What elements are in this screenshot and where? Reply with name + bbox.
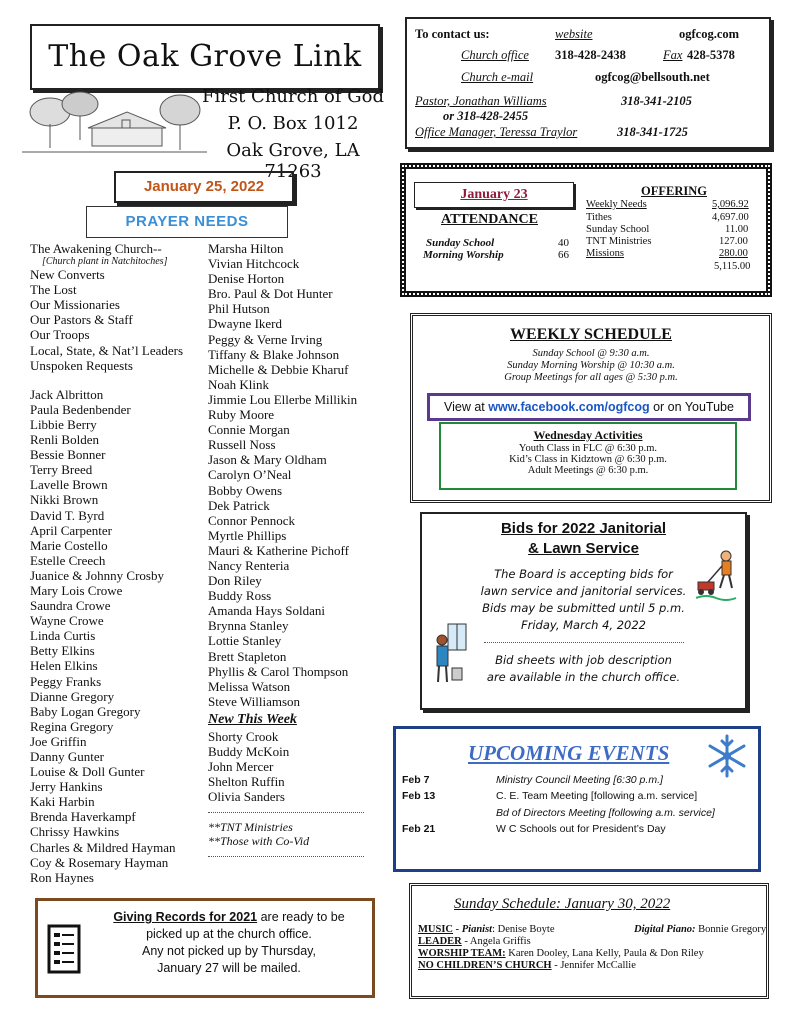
offering-value: 11.00 [725,224,749,235]
prayer-name: Saundra Crowe [30,598,111,614]
schedule-line: Group Meetings for all ages @ 5:30 p.m. [504,372,678,383]
offering-label: Sunday School [586,224,650,235]
event-desc: W C Schools out for President’s Day [496,823,666,835]
wednesday-title: Wednesday Activities [533,428,643,442]
divider [208,856,364,858]
issue-date-box [114,171,294,203]
worship-team-names: Karen Dooley, Lana Kelly, Paula & Don Riley [505,948,704,959]
schedule-line: Sunday School @ 9:30 a.m. [532,348,650,359]
bids-line: The Board is accepting bids for [494,567,673,581]
offering-value: 5,096.92 [712,199,749,210]
wednesday-item: Kid’s Class in Kidztown @ 6:30 p.m. [509,454,667,465]
children-note: - Jennifer McCallie [551,960,636,971]
event-date: Feb 7 [402,774,430,786]
giving-line3: Any not picked up by Thursday, [142,944,316,958]
manager-phone: 318-341-1725 [617,125,688,139]
issue-date: January 25, 2022 [143,178,265,195]
prayer-name-list-2 [208,241,364,709]
prayer-name: Don Riley [208,573,262,589]
sunday-schedule-box [409,883,769,999]
janitor-icon [428,622,468,686]
prayer-name: Phil Hutson [208,301,270,317]
prayer-name: Terry Breed [30,462,93,478]
prayer-name: Jason & Mary Oldham [208,452,327,468]
worship-team-line [418,948,704,959]
prayer-name: Juanice & Johnny Crosby [30,567,164,583]
giving-records-text [90,909,368,977]
prayer-name: Russell Noss [208,437,276,453]
prayer-group: Our Missionaries [30,297,120,313]
prayer-group: Unspoken Requests [30,357,133,373]
prayer-name: Melissa Watson [208,678,291,694]
bids-line: lawn service and janitorial services. [480,584,687,598]
prayer-group: The Awakening Church-- [30,241,162,256]
website-label[interactable]: website [555,27,593,41]
new-this-week-heading: New This Week [208,711,297,727]
offering-label: Missions [586,248,624,259]
digital-piano-line [634,924,766,935]
bids-footer: Bid sheets with job description [495,653,672,667]
prayer-name: Mauri & Katherine Pichoff [208,542,349,558]
bids-line: Friday, March 4, 2022 [521,618,646,632]
prayer-name: Linda Curtis [30,628,96,644]
music-label: MUSIC [418,924,454,935]
prayer-name: Kaki Harbin [30,794,95,810]
leader-line [418,936,531,947]
prayer-name: April Carpenter [30,522,112,538]
prayer-name: Olivia Sanders [208,789,285,805]
giving-line1: are ready to be [257,910,345,924]
attendance-date: January 23 [414,182,574,208]
pastor-alt-phone: or 318-428-2455 [443,109,529,123]
prayer-name: Jack Albritton [30,386,104,402]
event-date: Feb 13 [402,790,436,802]
prayer-name: Jimmie Lou Ellerbe Millikin [208,391,358,407]
prayer-needs-heading: PRAYER NEEDS [125,213,249,230]
bids-title-1: Bids for 2022 Janitorial [500,520,667,537]
prayer-group: Local, State, & Nat’l Leaders [30,342,184,358]
event-desc: Ministry Council Meeting [6:30 p.m.] [496,774,663,786]
bids-line: Bids may be submitted until 5 p.m. [482,601,685,615]
prayer-name: Dek Patrick [208,497,270,513]
office-label: Church office [461,48,529,62]
offering-label: Weekly Needs [586,199,647,210]
wednesday-box [439,422,737,490]
upcoming-events-box [393,726,761,872]
prayer-name: Buddy McKoin [208,744,290,760]
website-value[interactable]: ogfcog.com [679,27,740,41]
manager-label: Office Manager, Teressa Traylor [415,125,578,139]
church-po-box: P. O. Box 1012 [227,113,359,134]
bids-title-2: & Lawn Service [528,540,639,557]
prayer-name: Nancy Renteria [208,557,290,573]
offering-label: Tithes [586,212,612,223]
awakening-note: [Church plant in Natchitoches] [42,256,168,268]
prayer-name: John Mercer [208,759,274,775]
church-name: First Church of God [202,86,384,107]
bids-box [420,512,747,710]
pastor-label: Pastor, Jonathan Williams [415,94,547,108]
prayer-group: Our Pastors & Staff [30,312,133,328]
sunday-schedule-title: Sunday Schedule: January 30, 2022 [454,896,671,912]
note-covid: **Those with Co-Vid [208,834,310,849]
leader-name: - Angela Griffis [461,936,531,947]
giving-line4: January 27 will be mailed. [157,961,301,975]
prayer-name: Coy & Rosemary Hayman [30,854,169,870]
digital-piano-name: Bonnie Gregory [695,924,767,935]
prayer-name: Bobby Owens [208,482,283,498]
prayer-name: Dianne Gregory [30,688,115,704]
offering-value: 127.00 [719,236,748,247]
pianist-name: : Denise Boyte [492,924,555,935]
offering-value: 4,697.00 [712,212,749,223]
masthead-box [30,24,380,90]
prayer-name: Bessie Bonner [30,447,106,463]
prayer-name: Peggy Franks [30,673,102,689]
prayer-name: Connie Morgan [208,422,290,438]
prayer-name: Danny Gunter [30,749,105,764]
upcoming-events-title: UPCOMING EVENTS [468,741,670,765]
weekly-schedule-box [410,313,772,503]
email-value[interactable]: ogfcog@bellsouth.net [595,70,710,84]
prayer-name: Michelle & Debbie Kharuf [208,361,349,377]
pastor-phone: 318-341-2105 [621,94,692,108]
prayer-name: Wayne Crowe [30,613,104,629]
prayer-name: Shorty Crook [208,729,279,744]
prayer-name: Baby Logan Gregory [30,703,141,719]
fb-suffix: or on YouTube [649,400,734,414]
office-phone: 318-428-2438 [555,48,626,62]
prayer-name: Bro. Paul & Dot Hunter [208,286,333,302]
note-tnt: **TNT Ministries [208,820,293,835]
prayer-name: Marsha Hilton [208,241,284,256]
prayer-name: Peggy & Verne Irving [208,331,323,347]
prayer-name: Estelle Creech [30,552,106,568]
church-city: Oak Grove, LA 71263 [226,140,360,182]
attendance-value: 40 [558,237,569,249]
prayer-name: Renli Bolden [30,432,99,448]
prayer-name-list-1 [30,387,183,885]
giving-records-box [35,898,375,998]
prayer-name: Paula Bedenbender [30,401,131,417]
prayer-needs-heading-box [86,206,288,238]
wednesday-item: Adult Meetings @ 6:30 p.m. [527,465,649,476]
prayer-name: Amanda Hays Soldani [208,603,325,619]
prayer-name: Regina Gregory [30,718,114,734]
prayer-name: Betty Elkins [30,643,95,659]
prayer-column-1 [30,241,183,885]
offering-total: 5,115.00 [714,261,751,272]
lawn-mower-icon [696,548,740,604]
new-this-week-list [208,729,364,804]
prayer-name: Brynna Stanley [208,618,289,634]
children-line [418,960,636,971]
email-label: Church e-mail [461,70,534,84]
snowflake-icon [704,733,750,779]
prayer-name: Phyllis & Carol Thompson [208,663,349,679]
prayer-name: Dwayne Ikerd [208,316,282,332]
prayer-column-2 [208,241,364,864]
prayer-name: Denise Horton [208,271,285,287]
attendance-label: Sunday School [426,237,495,249]
prayer-name: Myrtle Phillips [208,527,287,543]
divider [484,642,684,643]
prayer-name: Charles & Mildred Hayman [30,839,176,855]
church-sketch-illustration [22,90,207,162]
prayer-name: Brett Stapleton [208,648,287,664]
prayer-name: Carolyn O’Neal [208,467,292,483]
giving-line2: picked up at the church office. [146,927,312,941]
fax-label: Fax [663,48,683,62]
prayer-name: Noah Klink [208,376,270,392]
prayer-name: Brenda Haverkampf [30,809,136,825]
weekly-schedule-title: WEEKLY SCHEDULE [510,326,672,343]
prayer-name: Buddy Ross [208,588,272,604]
prayer-name: Nikki Brown [30,492,99,508]
digital-piano-label: Digital Piano: [634,924,696,935]
attendance-label: Morning Worship [423,249,504,261]
newsletter-title: The Oak Grove Link [48,39,362,74]
prayer-name: Ruby Moore [208,407,275,423]
prayer-notes [208,820,364,848]
offering-value: 280.00 [719,248,748,259]
pianist-label: - Pianist [453,924,493,935]
prayer-name: Marie Costello [30,537,108,553]
prayer-name: Lavelle Brown [30,477,108,493]
leader-label: LEADER [418,936,462,947]
prayer-name: Chrissy Hawkins [30,824,120,840]
prayer-name: Libbie Berry [30,416,97,432]
prayer-name: Lottie Stanley [208,633,282,649]
wednesday-item: Youth Class in FLC @ 6:30 p.m. [518,443,658,454]
attendance-value: 66 [558,249,569,261]
prayer-group: New Converts [30,267,105,283]
offering-label: TNT Ministries [586,236,652,247]
divider [208,812,364,814]
fax-number: 428-5378 [687,48,735,62]
event-desc: C. E. Team Meeting [following a.m. service] [496,790,698,802]
prayer-name: Louise & Doll Gunter [30,764,145,780]
music-line [418,924,555,935]
prayer-name: Vivian Hitchcock [208,256,300,272]
contact-heading: To contact us: [415,27,490,41]
bids-footer: are available in the church office. [486,670,681,684]
children-label: NO CHILDREN’S CHURCH [418,960,552,971]
prayer-name: Helen Elkins [30,658,98,674]
prayer-name: Joe Griffin [30,733,87,749]
facebook-link[interactable]: www.facebook.com/ogfcog [488,400,650,414]
fb-prefix: View at [444,400,489,414]
worship-team-label: WORSHIP TEAM: [418,948,506,959]
offering-heading: OFFERING [641,184,707,198]
prayer-group: Our Troops [30,327,90,343]
document-icon [47,924,81,974]
contact-box [405,17,771,149]
facebook-box [427,393,751,421]
event-date: Feb 21 [402,823,436,835]
prayer-name: Shelton Ruffin [208,774,285,790]
prayer-name: Mary Lois Crowe [30,582,123,598]
schedule-line: Sunday Morning Worship @ 10:30 a.m. [507,360,675,371]
attendance-heading: ATTENDANCE [441,212,538,227]
prayer-name: Jerry Hankins [30,779,103,795]
giving-bold: Giving Records for 2021 [113,910,258,924]
prayer-name: Connor Pennock [208,512,296,528]
prayer-name: Ron Haynes [30,869,94,885]
prayer-name: Steve Williamson [208,693,301,709]
prayer-group: The Lost [30,282,77,298]
prayer-name: Tiffany & Blake Johnson [208,346,340,362]
event-desc: Bd of Directors Meeting [following a.m. service] [496,807,715,819]
prayer-name: David T. Byrd [30,507,105,523]
